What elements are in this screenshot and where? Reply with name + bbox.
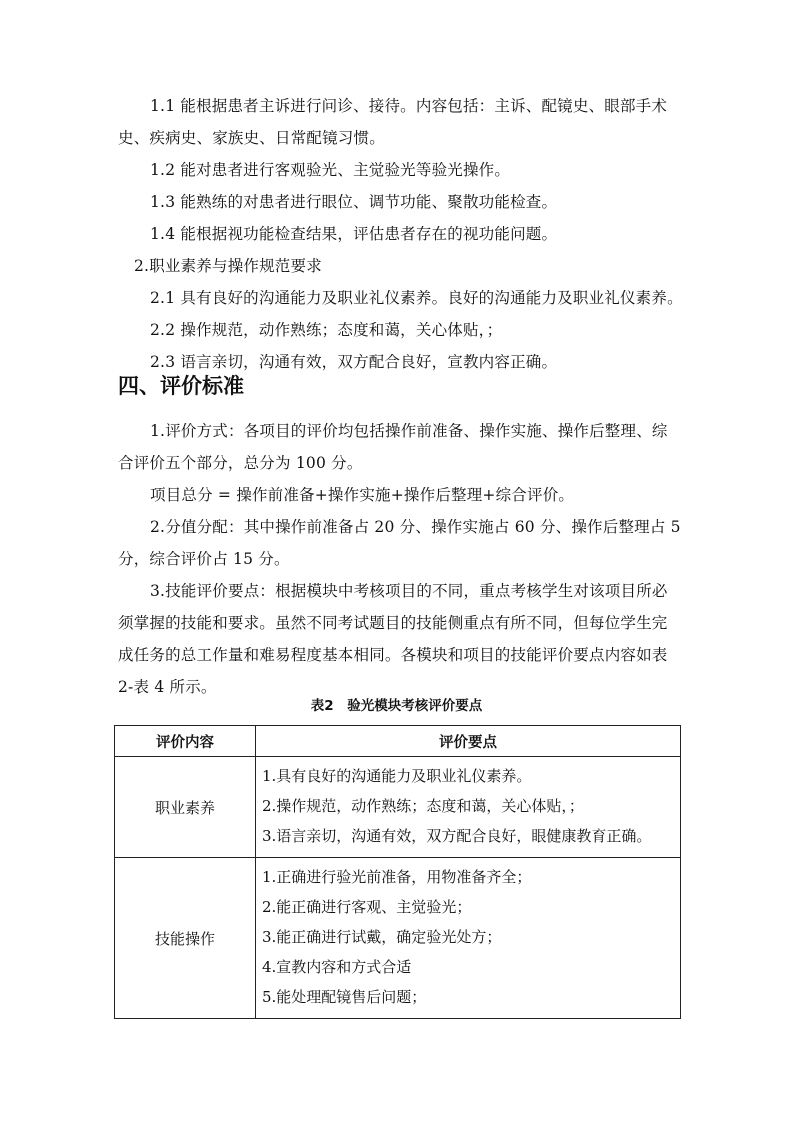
- paragraph-1-4: 1.4 能根据视功能检查结果，评估患者存在的视功能问题。: [150, 225, 558, 243]
- paragraph-2-1: 2.1 具有良好的沟通能力及职业礼仪素养。良好的沟通能力及职业礼仪素养。: [150, 289, 683, 307]
- list-item: 3.语言亲切，沟通有效，双方配合良好，眼健康教育正确。: [262, 827, 652, 845]
- row-category: 技能操作: [115, 858, 256, 1019]
- header-category: 评价内容: [115, 726, 256, 757]
- standards-line-3: 项目总分 = 操作前准备+操作实施+操作后整理+综合评价。: [150, 486, 575, 504]
- list-item: 2.操作规范，动作熟练；态度和蔼，关心体贴，；: [262, 797, 584, 815]
- table-caption: 表2 验光模块考核评价要点: [310, 698, 483, 714]
- row-category: 职业素养: [115, 757, 256, 858]
- list-item: 1.正确进行验光前准备，用物准备齐全；: [262, 868, 532, 886]
- header-points: 评价要点: [256, 726, 681, 757]
- list-item: 5.能处理配镜售后问题；: [262, 988, 427, 1006]
- row-items: [256, 858, 681, 1019]
- paragraph-1-1-cont: 史、疾病史、家族史、日常配镜习惯。: [118, 129, 385, 147]
- section-heading: 四、评价标准: [118, 374, 244, 398]
- standards-line-2: 合评价五个部分，总分为 100 分。: [118, 454, 363, 472]
- list-item: 2.能正确进行客观、主觉验光；: [262, 898, 472, 916]
- list-item: 1.具有良好的沟通能力及职业礼仪素养。: [262, 767, 532, 785]
- standards-line-5: 分，综合评价占 15 分。: [118, 550, 290, 568]
- list-item: 4.宣教内容和方式合适: [262, 958, 412, 976]
- list-item: 3.能正确进行试戴，确定验光处方；: [262, 928, 502, 946]
- table-row: [115, 858, 681, 1019]
- table-header-row: [115, 726, 681, 757]
- standards-line-1: 1.评价方式：各项目的评价均包括操作前准备、操作实施、操作后整理、综: [150, 422, 668, 440]
- paragraph-1-2: 1.2 能对患者进行客观验光、主觉验光等验光操作。: [150, 161, 511, 179]
- paragraph-2-2: 2.2 操作规范，动作熟练；态度和蔼，关心体贴，；: [150, 321, 503, 339]
- standards-line-6: 3.技能评价要点：根据模块中考核项目的不同，重点考核学生对该项目所必: [150, 582, 668, 600]
- standards-line-9: 2-表 4 所示。: [118, 678, 217, 696]
- subsection-title-2: 2.职业素养与操作规范要求: [134, 257, 322, 275]
- evaluation-table: [114, 725, 681, 1019]
- row-items: [256, 757, 681, 858]
- paragraph-2-3: 2.3 语言亲切，沟通有效，双方配合良好，宣教内容正确。: [150, 353, 558, 371]
- standards-line-8: 成任务的总工作量和难易程度基本相同。各模块和项目的技能评价要点内容如表: [118, 646, 668, 664]
- paragraph-1-1: 1.1 能根据患者主诉进行问诊、接待。内容包括：主诉、配镜史、眼部手术: [150, 97, 668, 115]
- table-row: [115, 757, 681, 858]
- standards-line-4: 2.分值分配：其中操作前准备占 20 分、操作实施占 60 分、操作后整理占 5: [150, 518, 681, 536]
- standards-line-7: 须掌握的技能和要求。虽然不同考试题目的技能侧重点有所不同，但每位学生完: [118, 614, 668, 632]
- paragraph-1-3: 1.3 能熟练的对患者进行眼位、调节功能、聚散功能检查。: [150, 193, 558, 211]
